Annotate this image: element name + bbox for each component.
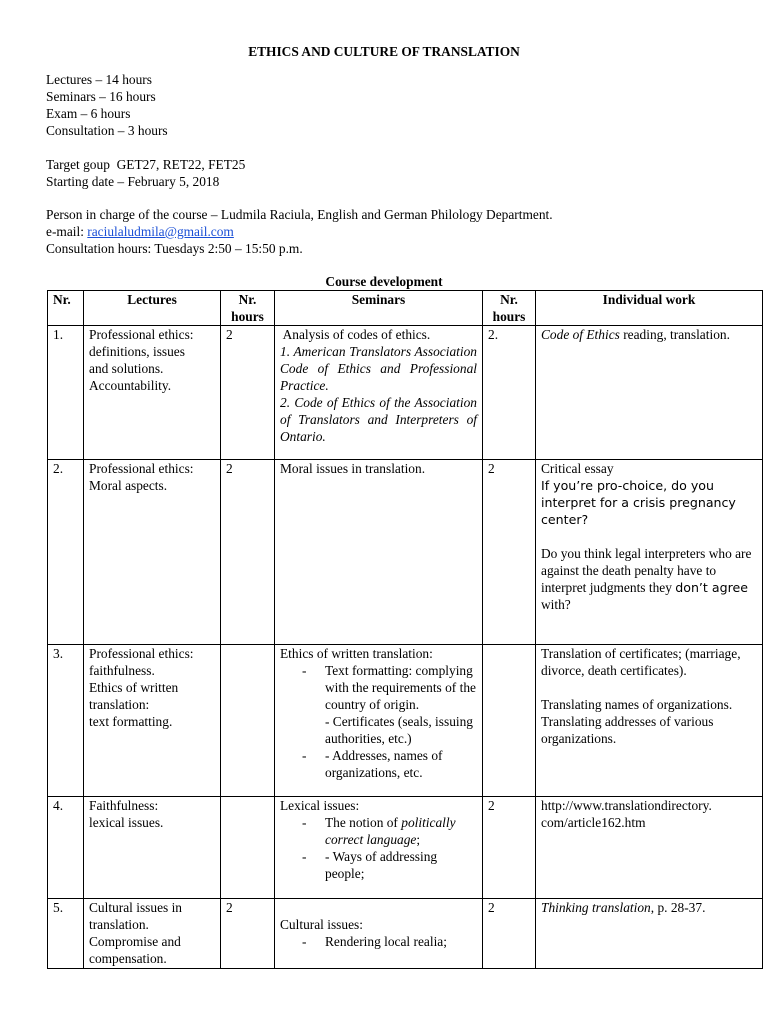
- article-link-cont[interactable]: com/article162.htm: [541, 815, 646, 830]
- lectures-hours: Lectures – 14 hours: [46, 72, 152, 87]
- row-lecture: Faithfulness: lexical issues.: [84, 797, 221, 899]
- table-row: [48, 899, 763, 969]
- course-table: [47, 290, 763, 969]
- row-lecture-hours: [221, 645, 275, 797]
- list-item: - Text formatting: complying with the requirements of the country of origin.: [302, 663, 476, 712]
- seminars-hours: Seminars – 16 hours: [46, 89, 156, 104]
- row-nr: 5.: [48, 899, 84, 969]
- seminar-list: [280, 747, 477, 781]
- table-row: [48, 460, 763, 645]
- contact-block: [46, 206, 553, 257]
- hours-block: [46, 71, 168, 139]
- row-seminar-hours: [483, 645, 536, 797]
- header-seminar-hours: Nr. hours: [483, 291, 536, 326]
- row-lecture-hours: 2: [221, 899, 275, 969]
- header-lecture-hours: Nr. hours: [221, 291, 275, 326]
- row-nr: 2.: [48, 460, 84, 645]
- header-nr: Nr.: [48, 291, 84, 326]
- list-item: - The notion of politically correct language;: [302, 815, 456, 847]
- row-lecture-hours: 2: [221, 460, 275, 645]
- row-seminar-hours: 2: [483, 797, 536, 899]
- row-lecture: Professional ethics: faithfulness. Ethics of written translation: text formatting.: [84, 645, 221, 797]
- row-seminar: Ethics of written translation: - Text formatting: complying with the requirements of the country of origin. - Certificates (seals, issuing authorities, etc.) - - Addresses, names of organizations, etc.: [275, 645, 483, 797]
- row-nr: 3.: [48, 645, 84, 797]
- row-seminar: Lexical issues: - The notion of politically correct language; - - Ways of addressing people;: [275, 797, 483, 899]
- row-lecture: Professional ethics: definitions, issues and solutions. Accountability.: [84, 326, 221, 460]
- row-lecture: Professional ethics: Moral aspects.: [84, 460, 221, 645]
- header-lectures: Lectures: [84, 291, 221, 326]
- starting-date: Starting date – February 5, 2018: [46, 174, 220, 189]
- row-individual-work: Thinking translation, p. 28-37.: [536, 899, 763, 969]
- email-line: [46, 223, 553, 240]
- table-row: [48, 797, 763, 899]
- consultation-hours: Consultation – 3 hours: [46, 123, 168, 138]
- list-item: - - Addresses, names of organizations, etc.: [302, 748, 443, 780]
- row-seminar-hours: 2: [483, 460, 536, 645]
- seminar-list: [280, 662, 477, 713]
- row-seminar: Analysis of codes of ethics. 1. American Translators Association Code of Ethics and Professional Practice. 2. Code of Ethics of the Association of Translators and Interpreters of Ontario.: [275, 326, 483, 460]
- header-seminars: Seminars: [275, 291, 483, 326]
- row-seminar-hours: 2.: [483, 326, 536, 460]
- table-row: [48, 645, 763, 797]
- seminar-list: [280, 933, 477, 950]
- table-row: [48, 326, 763, 460]
- list-item: - Certificates (seals, issuing authorities, etc.): [325, 714, 474, 746]
- row-lecture-hours: 2: [221, 326, 275, 460]
- table-caption: Course development: [325, 274, 443, 289]
- list-item: - - Ways of addressing people;: [302, 849, 438, 881]
- seminar-list: [280, 814, 477, 882]
- row-individual-work: Code of Ethics reading, translation.: [536, 326, 763, 460]
- article-link[interactable]: http://www.translationdirectory.: [541, 798, 712, 813]
- row-individual-work: [536, 797, 763, 899]
- row-lecture-hours: [221, 797, 275, 899]
- document-title: ETHICS AND CULTURE OF TRANSLATION: [248, 44, 520, 59]
- target-group: Target goup GET27, RET22, FET25: [46, 157, 246, 172]
- row-seminar: Cultural issues: - Rendering local realia;: [275, 899, 483, 969]
- row-seminar-hours: 2: [483, 899, 536, 969]
- consultation-schedule: Consultation hours: Tuesdays 2:50 – 15:50 p.m.: [46, 241, 303, 256]
- row-seminar: Moral issues in translation.: [275, 460, 483, 645]
- row-nr: 1.: [48, 326, 84, 460]
- header-individual-work: Individual work: [536, 291, 763, 326]
- table-header-row: [48, 291, 763, 326]
- list-item: - Rendering local realia;: [302, 934, 447, 949]
- row-individual-work: Translation of certificates; (marriage, divorce, death certificates). Translating names of organizations. Translating addresses of various organizations.: [536, 645, 763, 797]
- row-lecture: Cultural issues in translation. Compromise and compensation.: [84, 899, 221, 969]
- email-link[interactable]: raciulaludmila@gmail.com: [87, 224, 234, 239]
- row-nr: 4.: [48, 797, 84, 899]
- person-in-charge: Person in charge of the course – Ludmila Raciula, English and German Philology Department.: [46, 207, 553, 222]
- row-individual-work: Critical essay If you’re pro-choice, do you interpret for a crisis pregnancy center? Do you think legal interpreters who are against the death penalty have to interpret judgments they don’t agree with?: [536, 460, 763, 645]
- email-label: e-mail:: [46, 224, 88, 239]
- exam-hours: Exam – 6 hours: [46, 106, 131, 121]
- target-block: [46, 156, 245, 190]
